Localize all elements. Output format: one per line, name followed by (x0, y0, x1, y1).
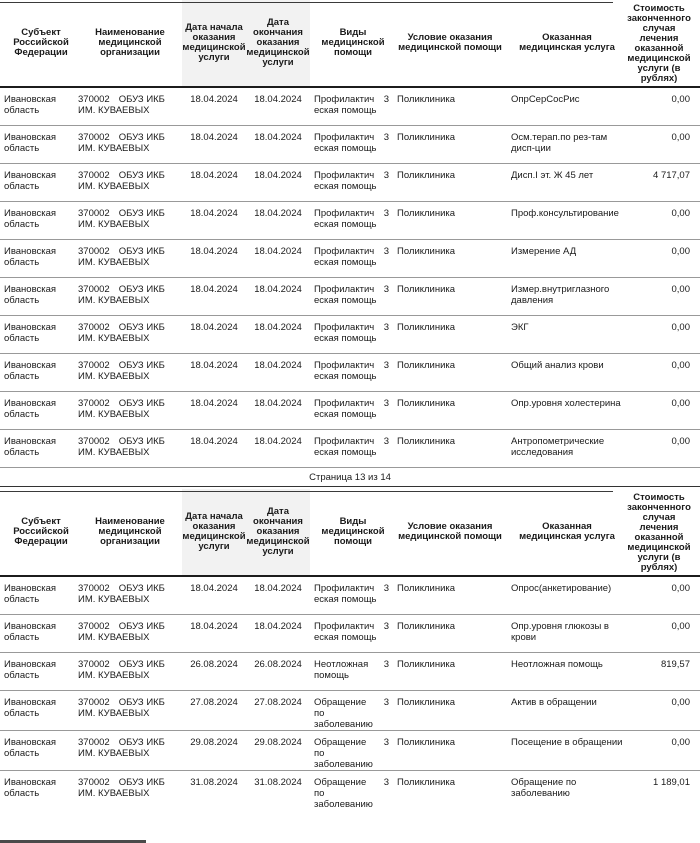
org-name: ОБУЗ ИКБ ИМ. КУВАЕВЫХ (78, 246, 165, 268)
cell-care-type (314, 436, 392, 458)
org-code: 370002 (78, 208, 110, 219)
cell-care-type (314, 621, 392, 643)
cell-cost: 1 189,01 (653, 777, 690, 788)
cell-service: Опрос(анкетирование) (511, 583, 612, 594)
cell-care-condition: Поликлиника (397, 132, 456, 143)
cell-organization (78, 284, 182, 306)
cell-service: ОпрСерСосРис (511, 94, 580, 105)
cell-service: Неотложная помощь (511, 659, 603, 670)
cell-date-end: 29.08.2024 (254, 737, 302, 748)
cell-region: Ивановская область (4, 621, 57, 643)
care-condition-code: 3 (383, 360, 389, 371)
care-type-label: Профилактическая помощь (314, 322, 377, 344)
org-name: ОБУЗ ИКБ ИМ. КУВАЕВЫХ (78, 697, 165, 719)
cell-cost: 0,00 (671, 208, 690, 219)
cell-date-end: 18.04.2024 (254, 398, 302, 409)
cell-date-end: 18.04.2024 (254, 170, 302, 181)
care-condition-code: 3 (383, 777, 389, 788)
cell-care-type (314, 737, 392, 770)
cell-organization (78, 659, 182, 681)
cell-care-type (314, 360, 392, 382)
cell-care-type (314, 132, 392, 154)
table-body-2 (0, 577, 700, 810)
table-row (0, 354, 700, 392)
cell-date-end: 18.04.2024 (254, 621, 302, 632)
org-code: 370002 (78, 246, 110, 257)
services-table-2 (0, 489, 700, 810)
cell-organization (78, 583, 182, 605)
org-code: 370002 (78, 360, 110, 371)
cell-service: Измер.внутриглазного давления (511, 284, 610, 306)
cell-date-start: 26.08.2024 (190, 659, 238, 670)
cell-date-end: 26.08.2024 (254, 659, 302, 670)
org-name: ОБУЗ ИКБ ИМ. КУВАЕВЫХ (78, 360, 165, 382)
cell-organization (78, 436, 182, 458)
cell-organization (78, 398, 182, 420)
cell-care-type (314, 94, 392, 116)
org-code: 370002 (78, 697, 110, 708)
care-type-label: Профилактическая помощь (314, 208, 377, 230)
col-header-date-end (246, 489, 310, 575)
org-name: ОБУЗ ИКБ ИМ. КУВАЕВЫХ (78, 208, 165, 230)
cell-date-start: 18.04.2024 (190, 621, 238, 632)
page-break (0, 468, 700, 487)
cell-date-end: 18.04.2024 (254, 322, 302, 333)
cell-date-start: 18.04.2024 (190, 208, 238, 219)
col-header-care-type: Виды медицинской помощи (321, 27, 385, 58)
cell-organization (78, 94, 182, 116)
cell-region: Ивановская область (4, 737, 57, 759)
org-code: 370002 (78, 621, 110, 632)
col-header-organization: Наименование медицинской организации (95, 516, 165, 547)
cell-care-condition: Поликлиника (397, 737, 456, 748)
cell-date-end: 18.04.2024 (254, 132, 302, 143)
cell-region: Ивановская область (4, 246, 57, 268)
care-condition-code: 3 (383, 246, 389, 257)
org-code: 370002 (78, 170, 110, 181)
cell-cost: 0,00 (671, 94, 690, 105)
cell-cost: 0,00 (671, 436, 690, 447)
cell-cost: 0,00 (671, 621, 690, 632)
cell-care-condition: Поликлиника (397, 621, 456, 632)
cell-region: Ивановская область (4, 132, 57, 154)
cell-organization (78, 170, 182, 192)
table-header-row (0, 0, 700, 88)
org-name: ОБУЗ ИКБ ИМ. КУВАЕВЫХ (78, 322, 165, 344)
col-header-service (511, 522, 623, 542)
org-name: ОБУЗ ИКБ ИМ. КУВАЕВЫХ (78, 170, 165, 192)
cell-date-end: 18.04.2024 (254, 284, 302, 295)
cell-care-type (314, 777, 392, 810)
org-name: ОБУЗ ИКБ ИМ. КУВАЕВЫХ (78, 398, 165, 420)
cell-organization (78, 246, 182, 268)
cell-care-condition: Поликлиника (397, 777, 456, 788)
care-type-label: Профилактическая помощь (314, 436, 377, 458)
care-condition-code: 3 (383, 322, 389, 333)
cell-region: Ивановская область (4, 777, 57, 799)
care-type-label: Профилактическая помощь (314, 284, 377, 306)
cell-date-start: 18.04.2024 (190, 436, 238, 447)
care-condition-code: 3 (383, 659, 389, 670)
table-row (0, 164, 700, 202)
cell-organization (78, 360, 182, 382)
care-condition-code: 3 (383, 697, 389, 708)
table-header-row (0, 489, 700, 577)
org-code: 370002 (78, 322, 110, 333)
col-header-region: Субъект Российской Федерации (13, 27, 69, 58)
cell-region: Ивановская область (4, 697, 57, 719)
cell-date-start: 18.04.2024 (190, 170, 238, 181)
org-code: 370002 (78, 659, 110, 670)
table-row (0, 615, 700, 653)
cell-organization (78, 777, 182, 799)
col-header-date-end-label: Дата окончания оказания медицинской услуги (246, 506, 310, 557)
cell-care-condition: Поликлиника (397, 659, 456, 670)
cell-service: Опр.уровня глюкозы в крови (511, 621, 609, 643)
cell-organization (78, 697, 182, 719)
col-header-date-start-label: Дата начала оказания медицинской услуги (182, 22, 246, 63)
cell-care-condition: Поликлиника (397, 170, 456, 181)
col-header-care-condition: Условие оказания медицинской помощи (398, 32, 502, 53)
col-header-date-start (182, 0, 246, 86)
cell-region: Ивановская область (4, 208, 57, 230)
cell-care-condition: Поликлиника (397, 284, 456, 295)
cell-cost: 0,00 (671, 246, 690, 257)
cell-date-start: 29.08.2024 (190, 737, 238, 748)
org-name: ОБУЗ ИКБ ИМ. КУВАЕВЫХ (78, 621, 165, 643)
cell-service: Измерение АД (511, 246, 577, 257)
cell-care-condition: Поликлиника (397, 398, 456, 409)
cell-care-condition: Поликлиника (397, 246, 456, 257)
cell-region: Ивановская область (4, 360, 57, 382)
cell-cost: 0,00 (671, 322, 690, 333)
cell-cost: 0,00 (671, 132, 690, 143)
table-row (0, 577, 700, 615)
org-name: ОБУЗ ИКБ ИМ. КУВАЕВЫХ (78, 737, 165, 759)
cell-cost: 4 717,07 (653, 170, 690, 181)
care-type-label: Профилактическая помощь (314, 170, 377, 192)
care-type-label: Профилактическая помощь (314, 246, 377, 268)
cell-date-end: 18.04.2024 (254, 94, 302, 105)
col-header-service-label: Оказанная медицинская услуга (519, 521, 615, 542)
care-condition-code: 3 (383, 132, 389, 143)
cell-date-start: 18.04.2024 (190, 398, 238, 409)
care-type-label: Профилактическая помощь (314, 360, 377, 382)
cell-care-condition: Поликлиника (397, 208, 456, 219)
org-name: ОБУЗ ИКБ ИМ. КУВАЕВЫХ (78, 132, 165, 154)
care-condition-code: 3 (383, 621, 389, 632)
cell-date-end: 18.04.2024 (254, 208, 302, 219)
org-name: ОБУЗ ИКБ ИМ. КУВАЕВЫХ (78, 583, 165, 605)
col-header-date-start (182, 489, 246, 575)
cell-date-end: 18.04.2024 (254, 436, 302, 447)
cell-cost: 0,00 (671, 398, 690, 409)
care-condition-code: 3 (383, 436, 389, 447)
cell-care-condition: Поликлиника (397, 697, 456, 708)
cell-region: Ивановская область (4, 659, 57, 681)
table-body-1 (0, 88, 700, 468)
table-row (0, 691, 700, 731)
cell-region: Ивановская область (4, 322, 57, 344)
org-code: 370002 (78, 94, 110, 105)
care-condition-code: 3 (383, 208, 389, 219)
table-row (0, 392, 700, 430)
col-header-date-end-label: Дата окончания оказания медицинской услуги (246, 17, 310, 68)
cell-date-start: 18.04.2024 (190, 360, 238, 371)
org-name: ОБУЗ ИКБ ИМ. КУВАЕВЫХ (78, 436, 165, 458)
cell-date-end: 31.08.2024 (254, 777, 302, 788)
cell-region: Ивановская область (4, 436, 57, 458)
cell-care-type (314, 208, 392, 230)
cell-date-start: 18.04.2024 (190, 322, 238, 333)
table-row (0, 240, 700, 278)
table-row (0, 653, 700, 691)
cell-organization (78, 322, 182, 344)
care-type-label: Профилактическая помощь (314, 583, 377, 605)
table-top-border (0, 491, 613, 492)
cell-cost: 0,00 (671, 360, 690, 371)
cell-date-start: 18.04.2024 (190, 132, 238, 143)
table-row (0, 771, 700, 810)
cell-cost: 0,00 (671, 697, 690, 708)
org-name: ОБУЗ ИКБ ИМ. КУВАЕВЫХ (78, 777, 165, 799)
table-top-border (0, 2, 613, 3)
care-type-label: Профилактическая помощь (314, 132, 377, 154)
cell-date-start: 18.04.2024 (190, 583, 238, 594)
table-row (0, 731, 700, 771)
table-row (0, 278, 700, 316)
cell-care-type (314, 398, 392, 420)
col-header-service-label: Оказанная медицинская услуга (519, 32, 615, 53)
cell-date-start: 18.04.2024 (190, 284, 238, 295)
cell-care-type (314, 583, 392, 605)
col-header-date-start-label: Дата начала оказания медицинской услуги (182, 511, 246, 552)
cell-care-condition: Поликлиника (397, 322, 456, 333)
cell-care-type (314, 659, 392, 681)
org-code: 370002 (78, 284, 110, 295)
col-header-cost: Стоимость законченного случая лечения оказанной медицинской услуги (в рублях) (627, 3, 691, 84)
cell-organization (78, 737, 182, 759)
cell-region: Ивановская область (4, 94, 57, 116)
cell-cost: 0,00 (671, 737, 690, 748)
cell-cost: 819,57 (660, 659, 690, 670)
cell-date-start: 31.08.2024 (190, 777, 238, 788)
cell-service: Актив в обращении (511, 697, 597, 708)
cell-service: Проф.консультирование (511, 208, 619, 219)
cell-date-start: 18.04.2024 (190, 246, 238, 257)
care-type-label: Обращение по заболеванию (314, 737, 373, 770)
org-name: ОБУЗ ИКБ ИМ. КУВАЕВЫХ (78, 94, 165, 116)
cell-care-type (314, 284, 392, 306)
cell-service: Осм.терап.по рез-там дисп-ции (511, 132, 608, 154)
care-condition-code: 3 (383, 583, 389, 594)
cell-care-type (314, 246, 392, 268)
care-condition-code: 3 (383, 398, 389, 409)
cell-date-start: 27.08.2024 (190, 697, 238, 708)
cell-service: Обращение по заболеванию (511, 777, 577, 799)
cell-service: ЭКГ (511, 322, 529, 333)
org-code: 370002 (78, 132, 110, 143)
cell-date-end: 18.04.2024 (254, 583, 302, 594)
col-header-region: Субъект Российской Федерации (13, 516, 69, 547)
cell-organization (78, 208, 182, 230)
col-header-care-type: Виды медицинской помощи (321, 516, 385, 547)
cell-service: Дисп.I эт. Ж 45 лет (511, 170, 594, 181)
care-condition-code: 3 (383, 284, 389, 295)
cell-date-end: 18.04.2024 (254, 246, 302, 257)
cell-service: Посещение в обращении (511, 737, 623, 748)
cell-cost: 0,00 (671, 284, 690, 295)
org-name: ОБУЗ ИКБ ИМ. КУВАЕВЫХ (78, 284, 165, 306)
cell-care-condition: Поликлиника (397, 436, 456, 447)
org-code: 370002 (78, 398, 110, 409)
col-header-cost: Стоимость законченного случая лечения оказанной медицинской услуги (в рублях) (627, 492, 691, 573)
col-header-service (511, 33, 623, 53)
cell-date-start: 18.04.2024 (190, 94, 238, 105)
cell-date-end: 27.08.2024 (254, 697, 302, 708)
cell-service: Антропометрические исследования (511, 436, 605, 458)
care-type-label: Обращение по заболеванию (314, 697, 373, 730)
cell-organization (78, 132, 182, 154)
cell-region: Ивановская область (4, 170, 57, 192)
org-code: 370002 (78, 436, 110, 447)
cell-service: Опр.уровня холестерина (511, 398, 621, 409)
care-condition-code: 3 (383, 170, 389, 181)
table-row (0, 126, 700, 164)
cell-care-condition: Поликлиника (397, 583, 456, 594)
care-type-label: Неотложная помощь (314, 659, 369, 681)
org-code: 370002 (78, 737, 110, 748)
col-header-date-end (246, 0, 310, 86)
care-type-label: Профилактическая помощь (314, 621, 377, 643)
col-header-care-condition: Условие оказания медицинской помощи (398, 521, 502, 542)
table-row (0, 430, 700, 468)
org-code: 370002 (78, 777, 110, 788)
cell-organization (78, 621, 182, 643)
care-type-label: Профилактическая помощь (314, 398, 377, 420)
cell-region: Ивановская область (4, 284, 57, 306)
table-row (0, 316, 700, 354)
care-type-label: Профилактическая помощь (314, 94, 377, 116)
cell-care-type (314, 170, 392, 192)
org-name: ОБУЗ ИКБ ИМ. КУВАЕВЫХ (78, 659, 165, 681)
cell-care-type (314, 697, 392, 730)
cell-cost: 0,00 (671, 583, 690, 594)
cell-service: Общий анализ крови (511, 360, 604, 371)
cell-region: Ивановская область (4, 398, 57, 420)
cell-care-type (314, 322, 392, 344)
care-condition-code: 3 (383, 737, 389, 748)
care-type-label: Обращение по заболеванию (314, 777, 373, 810)
cell-date-end: 18.04.2024 (254, 360, 302, 371)
table-row (0, 88, 700, 126)
table-row (0, 202, 700, 240)
org-code: 370002 (78, 583, 110, 594)
cell-care-condition: Поликлиника (397, 360, 456, 371)
cell-region: Ивановская область (4, 583, 57, 605)
page-number-label: Страница 13 из 14 (309, 472, 391, 483)
cell-care-condition: Поликлиника (397, 94, 456, 105)
care-condition-code: 3 (383, 94, 389, 105)
col-header-organization: Наименование медицинской организации (95, 27, 165, 58)
